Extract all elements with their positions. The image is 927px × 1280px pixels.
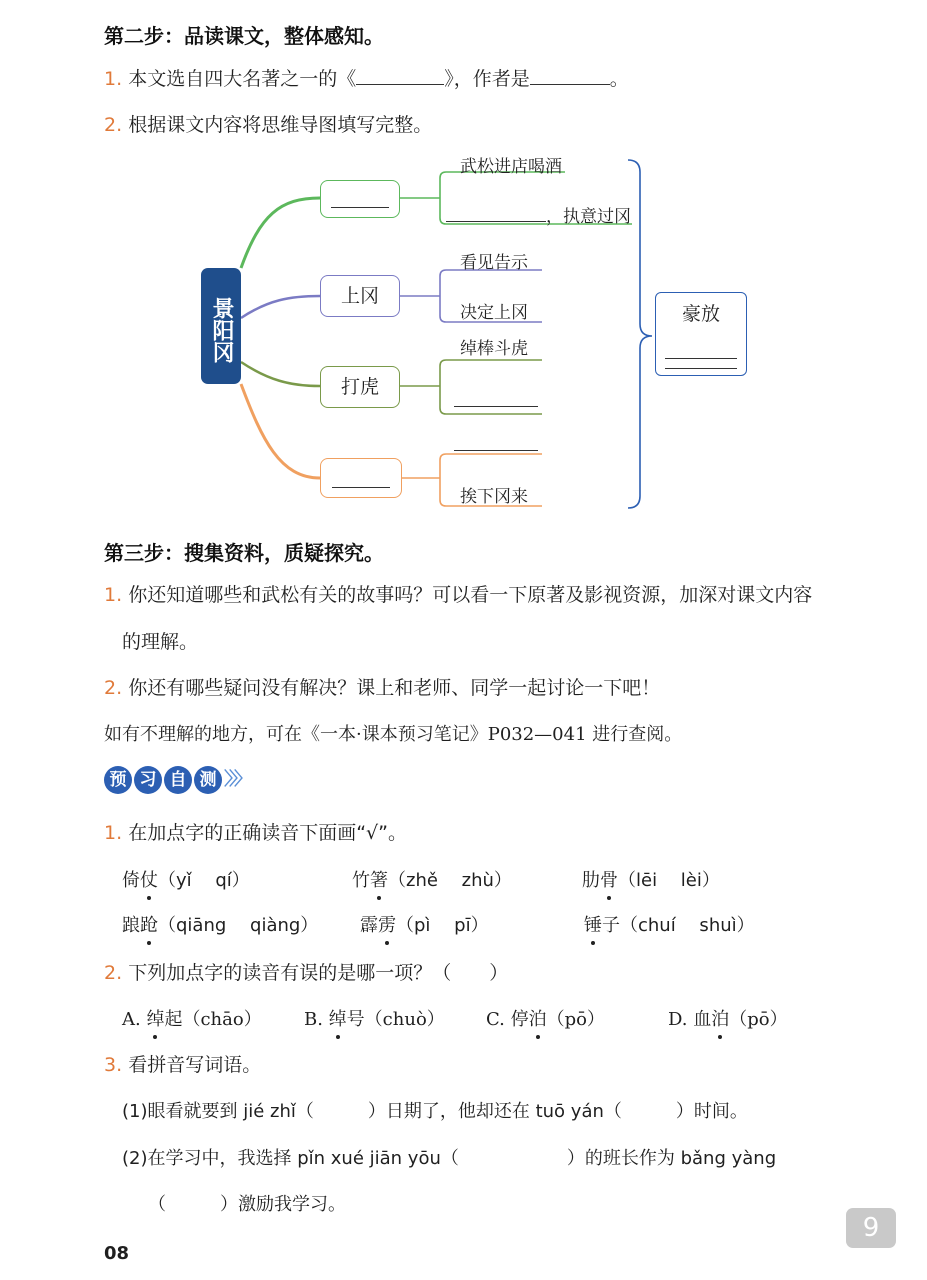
leaf-3b bbox=[454, 388, 538, 412]
selftest-question-2: 2. 下列加点字的读音有误的是哪一项？（ ） bbox=[104, 962, 509, 984]
pinyin-item-6: 锤子（chuí shuì） bbox=[584, 915, 755, 936]
pinyin-item-1: 倚仗（yǐ qí） bbox=[122, 870, 250, 891]
q3-sentence-2[interactable]: (2)在学习中，我选择 pǐn xué jiān yōu（ ）的班长作为 bǎng yàng bbox=[122, 1148, 777, 1169]
leaf-1b: ，执意过冈 bbox=[446, 202, 631, 227]
trait-label: 豪放 bbox=[681, 303, 720, 325]
author-blank[interactable] bbox=[530, 66, 610, 85]
mindmap-root: 景阳冈 bbox=[201, 268, 241, 384]
option-d[interactable]: D. 血泊（pō） bbox=[668, 1009, 788, 1030]
option-b[interactable]: B. 绰号（chuò） bbox=[304, 1009, 445, 1030]
q3-sentence-1[interactable]: (1)眼看就要到 jié zhǐ（ ）日期了，他却还在 tuō yán（ ）时间。 bbox=[122, 1101, 748, 1122]
step2-question-1: 1. 本文选自四大名著之一的《 》，作者是 。 bbox=[104, 68, 629, 90]
page-number-left: 08 bbox=[104, 1243, 130, 1264]
trait-box bbox=[655, 292, 747, 376]
leaf-2a: 看见告示 bbox=[460, 253, 528, 273]
leaf-4a bbox=[454, 432, 538, 456]
leaf-1a: 武松进店喝酒 bbox=[460, 157, 562, 177]
selftest-question-1: 1. 在加点字的正确读音下面画“√”。 bbox=[104, 822, 407, 844]
branch-2-box: 上冈 bbox=[320, 275, 400, 317]
step2-question-2: 2. 根据课文内容将思维导图填写完整。 bbox=[104, 114, 433, 136]
trait-blank[interactable] bbox=[665, 340, 737, 359]
pinyin-item-5: 霹雳（pì pī） bbox=[360, 915, 489, 936]
leaf-4b: 挨下冈来 bbox=[460, 487, 528, 507]
branch-3-box: 打虎 bbox=[320, 366, 400, 408]
reference-note: 如有不理解的地方，可在《一本·课本预习笔记》P032—041 进行查阅。 bbox=[104, 724, 683, 745]
q3-sentence-2-cont[interactable]: （ ）激励我学习。 bbox=[148, 1194, 346, 1215]
branch-4-box bbox=[320, 458, 402, 498]
selftest-question-3: 3. 看拼音写词语。 bbox=[104, 1054, 262, 1076]
step2-title: 第二步：品读课文，整体感知。 bbox=[104, 24, 384, 48]
leaf-4a-blank[interactable] bbox=[454, 432, 538, 451]
double-chevron-icon: 〉〉〉 bbox=[224, 769, 248, 790]
step3-title: 第三步：搜集资料，质疑探究。 bbox=[104, 541, 384, 565]
step3-question-2: 2. 你还有哪些疑问没有解决？课上和老师、同学一起讨论一下吧！ bbox=[104, 677, 661, 699]
leaf-3a: 绰棒斗虎 bbox=[460, 339, 528, 359]
book-name-blank[interactable] bbox=[356, 66, 444, 85]
pinyin-item-4: 踉跄（qiāng qiàng） bbox=[122, 915, 319, 936]
leaf-3b-blank[interactable] bbox=[454, 388, 538, 407]
q-number: 1. bbox=[104, 68, 123, 90]
trait-blank-2[interactable] bbox=[665, 368, 737, 369]
branch-4-blank[interactable] bbox=[332, 469, 390, 488]
branch-1-blank[interactable] bbox=[331, 189, 389, 208]
pinyin-item-3: 肋骨（lēi lèi） bbox=[582, 870, 720, 891]
option-a[interactable]: A. 绰起（chāo） bbox=[122, 1009, 262, 1030]
branch-1-box bbox=[320, 180, 400, 218]
step3-question-1-line2: 的理解。 bbox=[122, 631, 199, 653]
leaf-2b: 决定上冈 bbox=[460, 303, 528, 323]
option-c[interactable]: C. 停泊（pō） bbox=[486, 1009, 605, 1030]
pinyin-item-2: 竹箸（zhě zhù） bbox=[352, 870, 512, 891]
selftest-badge: 预 习 自 测 〉〉〉 bbox=[104, 763, 248, 797]
page-number-badge: 9 bbox=[846, 1208, 896, 1248]
step3-question-1-line1: 1. 你还知道哪些和武松有关的故事吗？可以看一下原著及影视资源，加深对课文内容 bbox=[104, 584, 813, 606]
leaf-1b-blank[interactable] bbox=[446, 203, 546, 222]
